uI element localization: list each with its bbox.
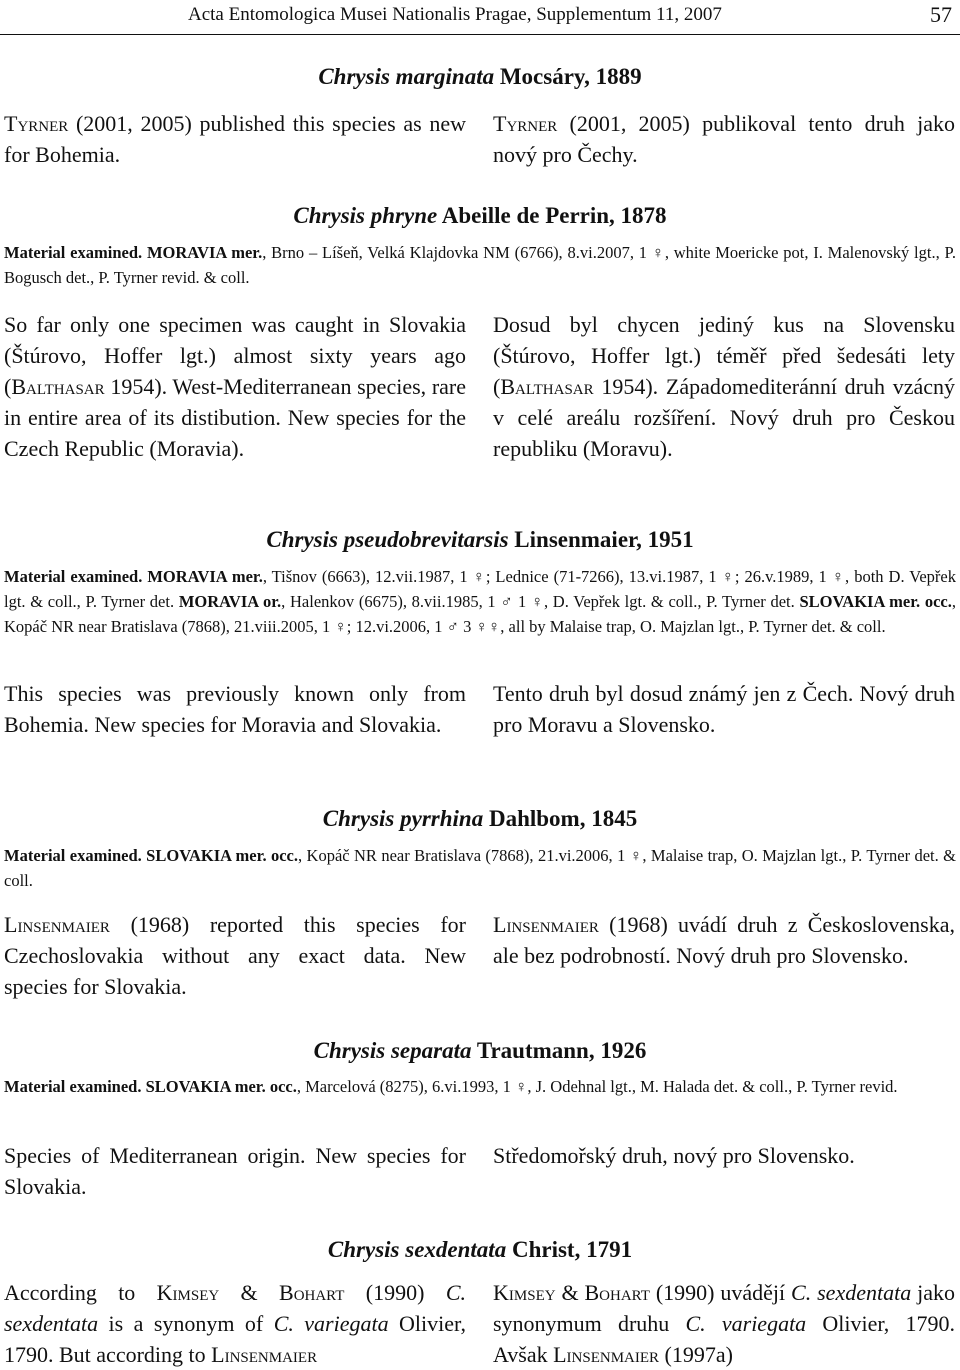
paragraph-text: 1954). Západomediteránní druh vzácný v celé areálu rozšíření. Nový druh pro Českou republiku (Moravu).: [493, 374, 955, 461]
species-heading-pyrrhina: [0, 806, 960, 832]
paragraph-text: 1954). West-Mediterranean species, rare in entire area of its distibution. New species for the Czech Republic (Moravia).: [4, 374, 466, 461]
taxon-name: C. sexdentata: [791, 1280, 912, 1305]
cited-author: Tyrner: [493, 111, 558, 136]
paragraph-text: Olivier, 1790. Avšak: [493, 1311, 955, 1367]
paragraph-text: According to: [4, 1280, 157, 1305]
header-rule: [0, 34, 960, 35]
paragraph-text: Olivier, 1790. But according to: [4, 1311, 466, 1367]
species-author: Mocsáry, 1889: [499, 64, 642, 89]
material-label: Material examined.: [4, 243, 143, 262]
material-text: , Tišnov (6663), 12.vii.1987, 1 ♀; Lednice (71-7266), 13.vi.1987, 1 ♀; 26.v.1989, 1 ♀, both D. Vepřek lgt. & coll., P. Tyrner det.: [4, 567, 957, 611]
cited-author: Linsenmaier: [493, 912, 599, 937]
species-name: Chrysis pyrrhina: [322, 806, 484, 831]
paragraph-text: (1990): [344, 1280, 446, 1305]
czech-text-sexdentata: [493, 1277, 955, 1370]
czech-text-pyrrhina: [493, 909, 955, 971]
cited-author: Linsenmaier: [553, 1342, 660, 1367]
taxon-name: C. sexdentata: [4, 1280, 466, 1336]
region-label: SLOVAKIA mer. occ.: [145, 1077, 297, 1096]
paragraph-text: jako synonymum druhu: [493, 1280, 955, 1336]
species-name: Chrysis sexdentata: [327, 1237, 507, 1262]
material-examined-separata: [4, 1074, 956, 1099]
cited-author: Bohart: [584, 1280, 650, 1305]
paragraph-text: Tento druh byl dosud známý jen z Čech. Nový druh pro Moravu a Slovensko.: [493, 681, 955, 737]
species-heading-sexdentata: [0, 1237, 960, 1263]
species-author: Dahlbom, 1845: [488, 806, 638, 831]
taxon-name: C. variegata: [685, 1311, 807, 1336]
species-author: Trautmann, 1926: [476, 1038, 647, 1063]
cited-author: Kimsey: [493, 1280, 556, 1305]
region-label: MORAVIA or.: [178, 592, 282, 611]
paragraph-text: (1968) reported this species for Czechoslovakia without any exact data. New species for Slovakia.: [4, 912, 466, 999]
material-label: Material examined.: [4, 1077, 142, 1096]
czech-text-phryne: [493, 309, 955, 464]
species-name: Chrysis pseudobrevitarsis: [266, 527, 509, 552]
paragraph-text: Species of Mediterranean origin. New species for Slovakia.: [4, 1143, 466, 1199]
species-name: Chrysis marginata: [318, 64, 495, 89]
taxon-name: C. variegata: [273, 1311, 389, 1336]
paragraph-text: Středomořský druh, nový pro Slovensko.: [493, 1143, 855, 1168]
species-heading-phryne: [0, 203, 960, 229]
species-author: Christ, 1791: [511, 1237, 633, 1262]
cited-author: Linsenmaier: [4, 912, 110, 937]
region-label: SLOVAKIA mer. occ.: [146, 846, 298, 865]
species-heading-pseudobrevitarsis: [0, 527, 960, 553]
czech-text-pseudobrevitarsis: [493, 678, 955, 740]
english-text-marginata: [4, 108, 466, 170]
species-heading-marginata: [0, 64, 960, 90]
material-text: , Marcelová (8275), 6.vi.1993, 1 ♀, J. Odehnal lgt., M. Halada det. & coll., P. Tyrner revid.: [296, 1077, 898, 1096]
cited-author: Balthasar: [500, 374, 594, 399]
region-label: MORAVIA mer.: [146, 243, 263, 262]
species-name: Chrysis separata: [313, 1038, 472, 1063]
material-examined-pseudobrevitarsis: [4, 564, 956, 639]
paragraph-text: &: [219, 1280, 280, 1305]
material-text: , Kopáč NR near Bratislava (7868), 21.viii.2005, 1 ♀; 12.vi.2006, 1 ♂ 3 ♀♀, all by Malaise trap, O. Majzlan lgt., P. Tyrner det. & coll.: [4, 592, 957, 636]
english-text-pyrrhina: [4, 909, 466, 1002]
paragraph-text: (1968) uvádí druh z Československa, ale bez podrobností. Nový druh pro Slovensko.: [493, 912, 955, 968]
english-text-sexdentata: [4, 1277, 466, 1370]
cited-author: Linsenmaier: [211, 1342, 318, 1367]
cited-author: Balthasar: [11, 374, 105, 399]
material-text: , Halenkov (6675), 8.vii.1985, 1 ♂ 1 ♀, D. Vepřek lgt. & coll., P. Tyrner det.: [281, 592, 800, 611]
paragraph-text: So far only one specimen was caught in Slovakia (Štúrovo, Hoffer lgt.) almost sixty years ago (: [4, 312, 466, 399]
paragraph-text: Dosud byl chycen jediný kus na Slovensku (Štúrovo, Hoffer lgt.) téměř před šedesáti lety (: [493, 312, 955, 399]
material-label: Material examined.: [4, 846, 142, 865]
running-header: [0, 0, 960, 30]
paragraph-text: (2001, 2005) publikoval tento druh jako nový pro Čechy.: [493, 111, 956, 167]
journal-title: Acta Entomologica Musei Nationalis Pragae, Supplementum 11, 2007: [188, 4, 722, 25]
english-text-pseudobrevitarsis: [4, 678, 466, 740]
cited-author: Tyrner: [4, 111, 69, 136]
material-label: Material examined.: [4, 567, 143, 586]
czech-text-marginata: [493, 108, 955, 170]
english-text-separata: [4, 1140, 466, 1202]
material-text: , Kopáč NR near Bratislava (7868), 21.vi.2006, 1 ♀, Malaise trap, O. Majzlan lgt., P. Tyrner det. & coll.: [4, 846, 957, 890]
paragraph-text: is a synonym of: [98, 1311, 274, 1336]
material-examined-phryne: [4, 240, 956, 290]
species-heading-separata: [0, 1038, 960, 1064]
paragraph-text: &: [555, 1280, 585, 1305]
region-label: SLOVAKIA mer. occ.: [799, 592, 952, 611]
english-text-phryne: [4, 309, 466, 464]
species-name: Chrysis phryne: [293, 203, 438, 228]
material-text: , Brno – Líšeň, Velká Klajdovka NM (6766), 8.vi.2007, 1 ♀, white Moericke pot, I. Malenovský lgt., P. Bogusch det., P. Tyrner revid. & coll.: [4, 243, 956, 287]
cited-author: Bohart: [279, 1280, 345, 1305]
paragraph-text: (2001, 2005) published this species as new for Bohemia.: [4, 111, 467, 167]
paragraph-text: This species was previously known only from Bohemia. New species for Moravia and Slovakia.: [4, 681, 466, 737]
region-label: MORAVIA mer.: [147, 567, 263, 586]
paragraph-text: (1990) uvádějí: [649, 1280, 792, 1305]
paragraph-text: (1997a): [659, 1342, 733, 1367]
species-author: Linsenmaier, 1951: [514, 527, 694, 552]
species-author: Abeille de Perrin, 1878: [441, 203, 667, 228]
czech-text-separata: [493, 1140, 955, 1171]
page-number: 57: [930, 2, 952, 27]
material-examined-pyrrhina: [4, 843, 956, 893]
cited-author: Kimsey: [156, 1280, 220, 1305]
